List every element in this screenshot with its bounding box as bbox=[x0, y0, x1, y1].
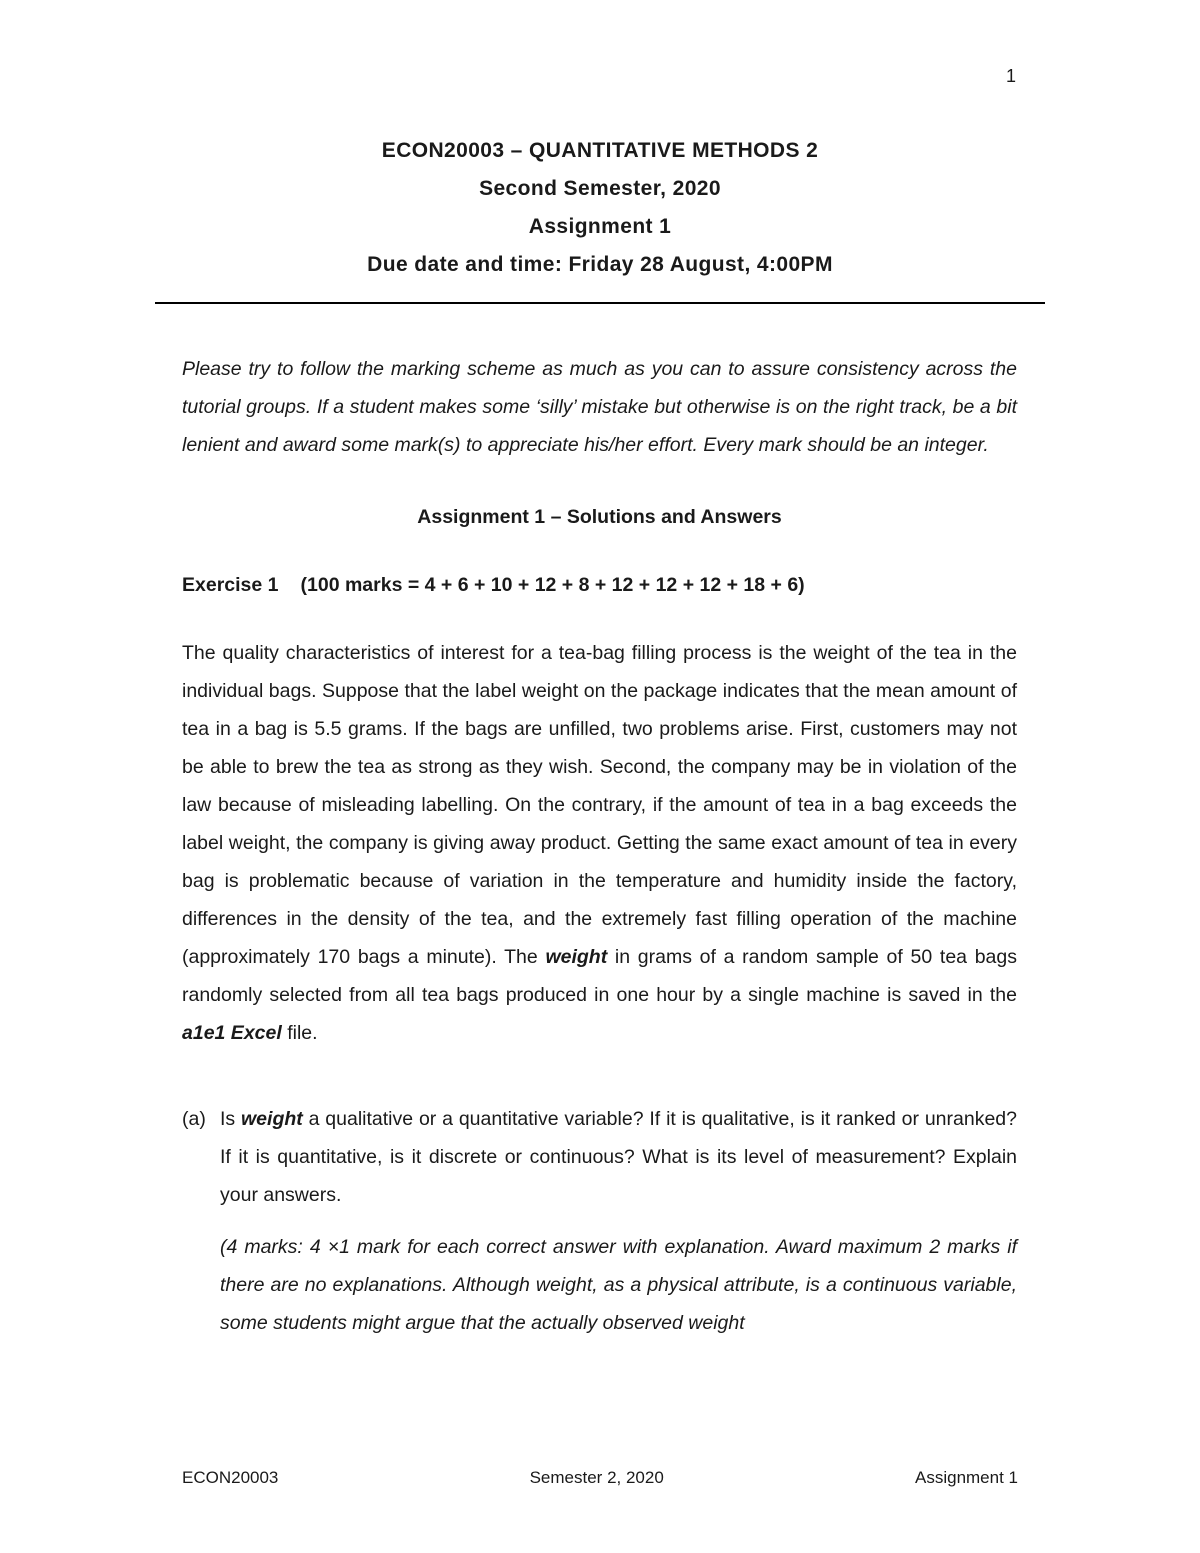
assignment-title: Assignment 1 bbox=[528, 215, 672, 238]
marking-instructions: Please try to follow the marking scheme as much as you can to assure consistency across the tutorial groups. If a student makes some ‘silly’ mistake but otherwise is on the right track, be a bit lenient and award some mark(s) to appreciate his/her effort. Every mark should be an integer. bbox=[182, 358, 1017, 456]
description-text-1: The quality characteristics of interest for a tea-bag filling process is the weight of the tea in the individual bags. Suppose that the label weight on the package indicates that the mean amount of tea in a bag is 5.5 grams. If the bags are unfilled, two problems arise. First, customers may not be able to brew the tea as strong as they wish. Second, the company may be in violation of the law because of misleading labelling. On the contrary, if the amount of tea in a bag exceeds the label weight, the company is giving away product. Getting the same exact amount of tea in every bag is problematic because of variation in the temperature and humidity inside the factory, differences in the density of the tea, and the extremely fast filling operation of the machine (approximately 170 bags a minute). The bbox=[182, 642, 1017, 968]
due-date-line: Due date and time: Friday 28 August, 4:00PM bbox=[367, 253, 833, 276]
variable-weight: weight bbox=[545, 946, 608, 968]
section-title: Assignment 1 – Solutions and Answers bbox=[417, 506, 782, 528]
question-a-marking-note: (4 marks: 4 ×1 mark for each correct answer with explanation. Award maximum 2 marks if there are no explanations. Although weight, as a physical attribute, is a continuous variable, some students might argue that the actually observed weight bbox=[220, 1236, 1017, 1334]
question-a-text-1: Is bbox=[220, 1108, 242, 1130]
file-name: a1e1 bbox=[182, 1022, 226, 1044]
question-a-variable: weight bbox=[241, 1108, 303, 1130]
description-text-2: in grams of a random sample of 50 tea bags randomly selected from all tea bags produced in one hour by a single machine is saved in the bbox=[182, 946, 1017, 1006]
document-body bbox=[182, 350, 1017, 1342]
footer-assignment: Assignment 1 bbox=[915, 1468, 1018, 1487]
description-text-3: file. bbox=[281, 1022, 318, 1044]
exercise-description bbox=[182, 634, 1017, 1052]
question-a-label: (a) bbox=[182, 1108, 206, 1130]
document-header bbox=[0, 132, 1200, 284]
footer-course: ECON20003 bbox=[182, 1468, 279, 1487]
page-number: 1 bbox=[1005, 66, 1016, 86]
exercise-heading bbox=[182, 570, 1017, 600]
header-divider bbox=[155, 302, 1045, 304]
footer-semester: Semester 2, 2020 bbox=[529, 1468, 664, 1487]
question-a-text-2: a qualitative or a quantitative variable? If it is qualitative, is it ranked or unranked? If it is quantitative, is it discrete or continuous? What is its level of measurement? Explain your answers. bbox=[220, 1108, 1017, 1206]
exercise-label: Exercise 1 bbox=[182, 574, 279, 596]
file-type: Excel bbox=[225, 1022, 282, 1044]
semester-line: Second Semester, 2020 bbox=[479, 177, 721, 200]
exercise-marks: (100 marks = 4 + 6 + 10 + 12 + 8 + 12 + 12 + 12 + 18 + 6) bbox=[300, 574, 805, 596]
page-footer bbox=[182, 1468, 1018, 1488]
course-title: ECON20003 – QUANTITATIVE METHODS 2 bbox=[381, 139, 819, 162]
question-a bbox=[182, 1100, 1017, 1214]
